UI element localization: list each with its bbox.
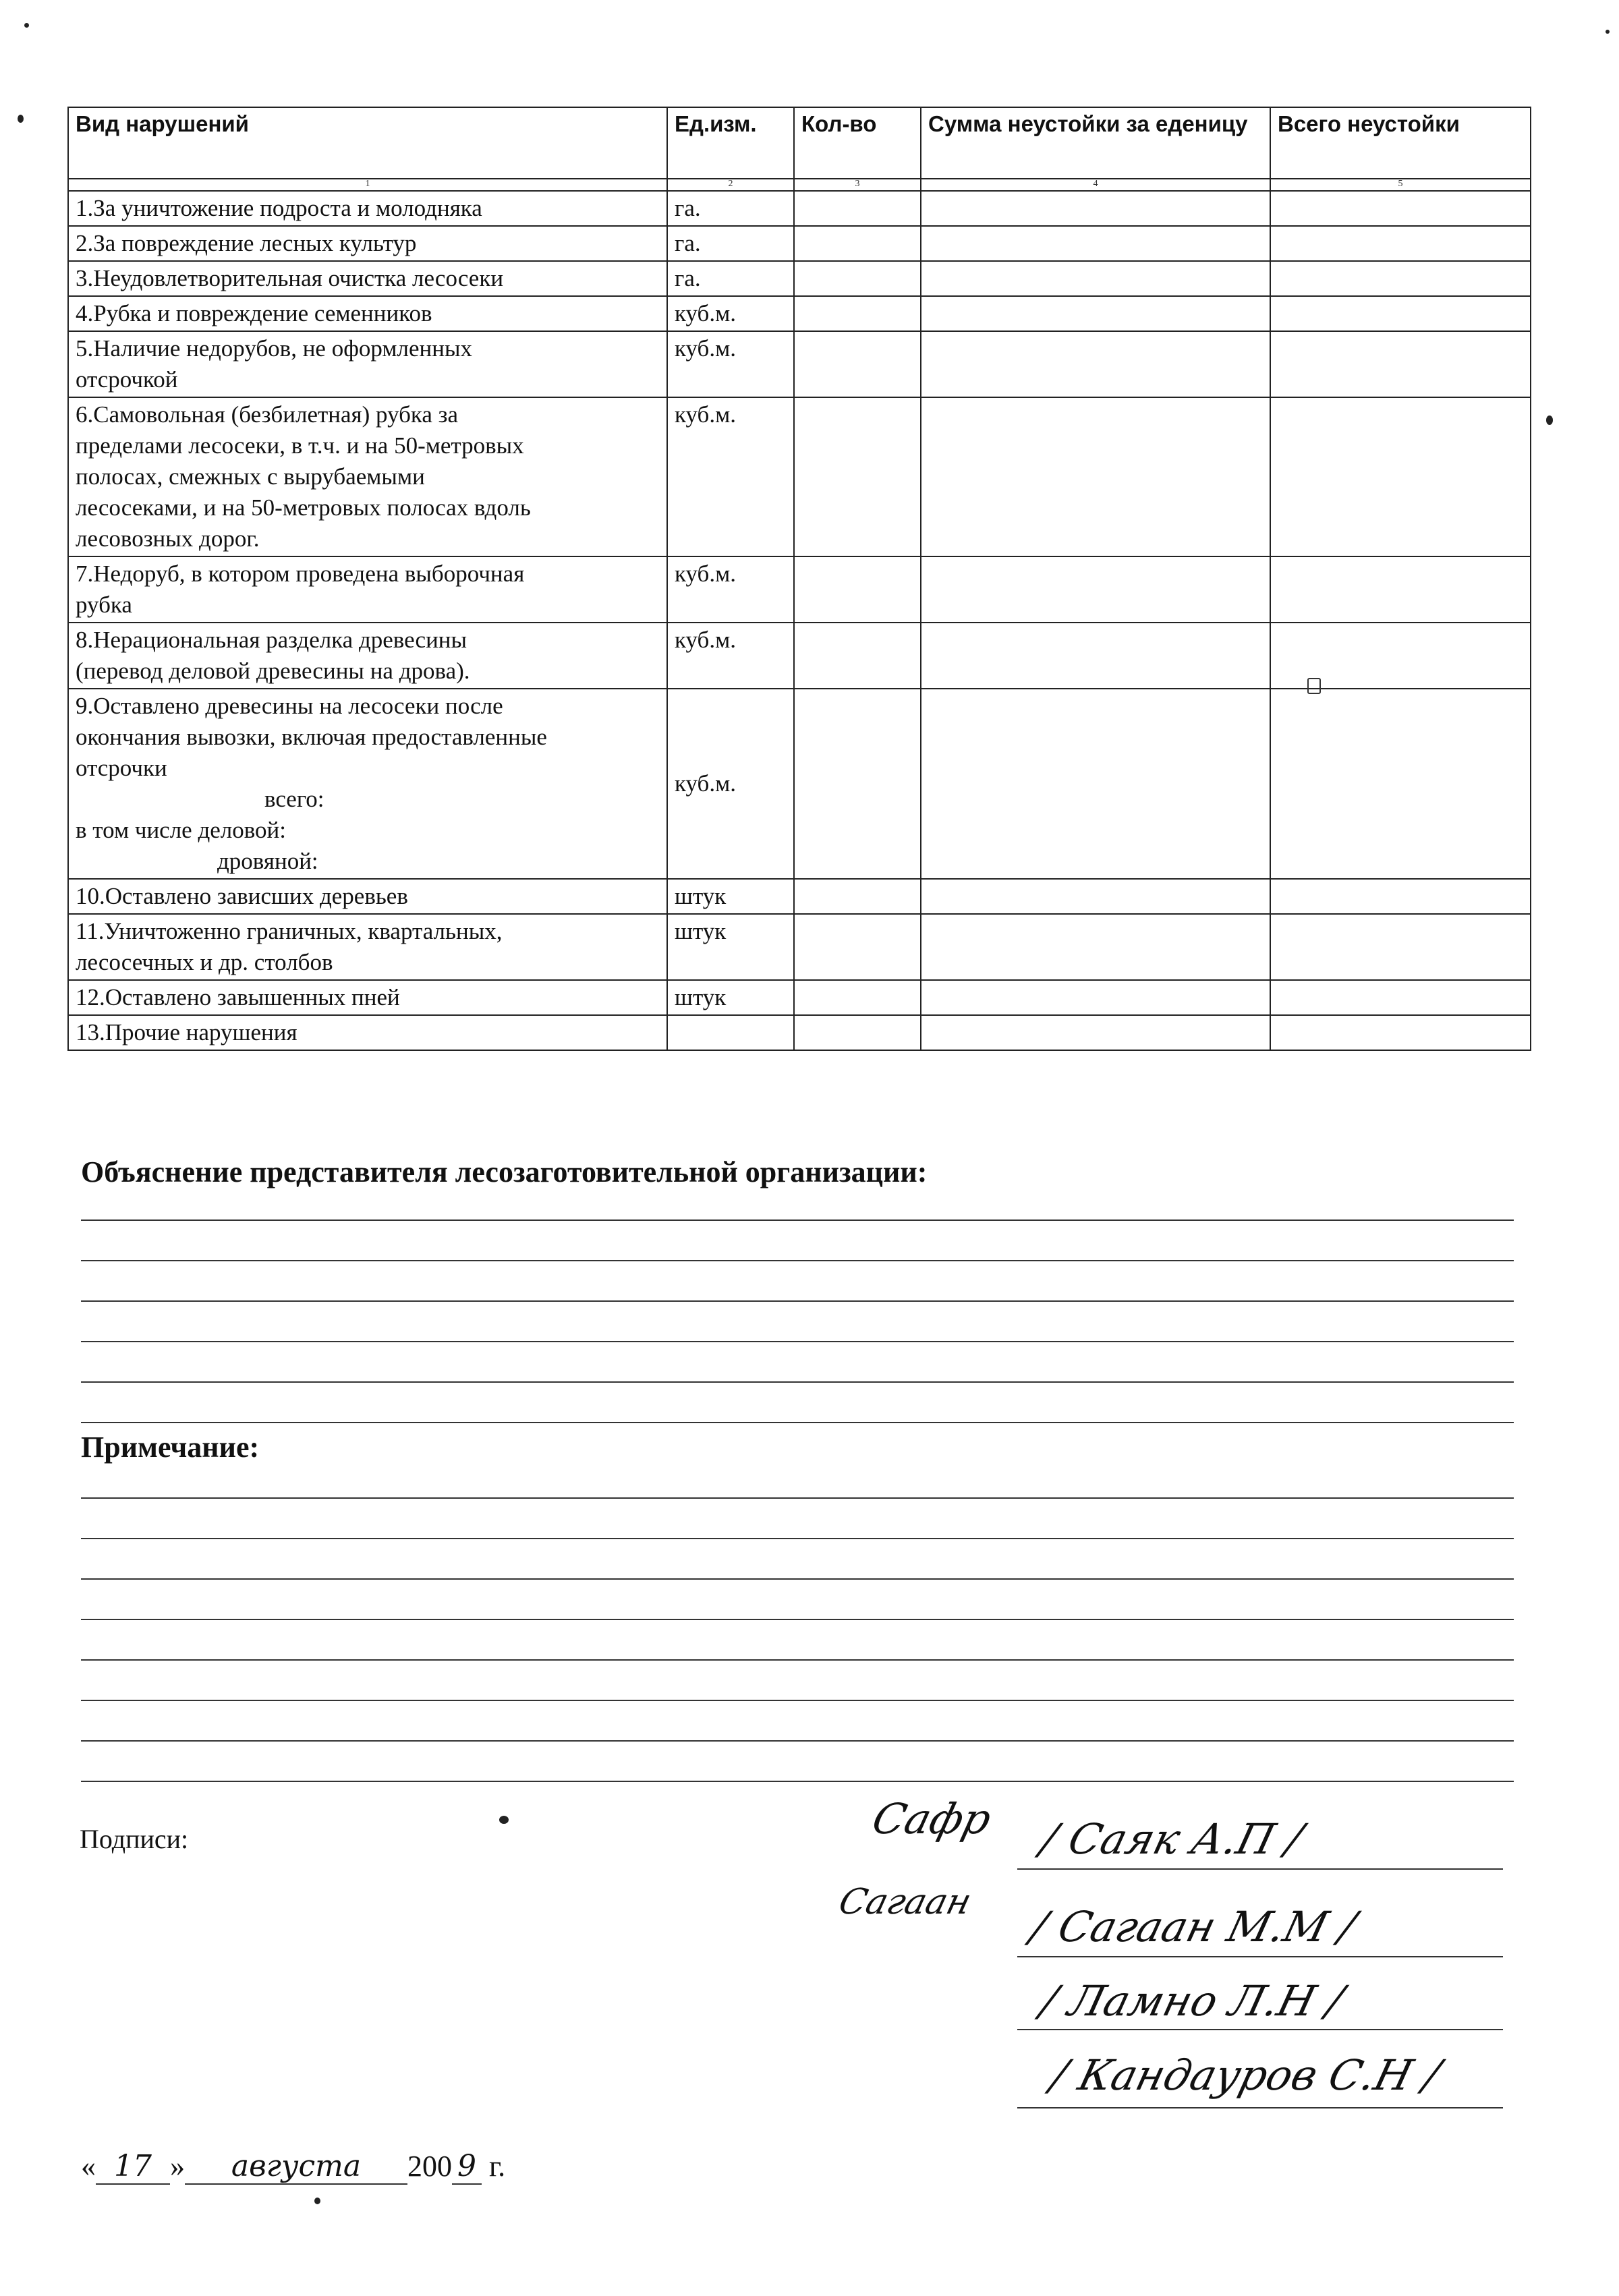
quantity-cell	[794, 226, 921, 261]
signatory-name: / Кандауров С.Н /	[1046, 2050, 1446, 2100]
document-date	[81, 2149, 505, 2185]
column-number: 1	[68, 179, 667, 191]
column-number-row	[68, 179, 1531, 191]
explanation-line	[81, 1341, 1514, 1342]
total-penalty-cell	[1270, 980, 1531, 1015]
total-penalty-cell	[1270, 556, 1531, 623]
note-line	[81, 1659, 1514, 1661]
note-line	[81, 1781, 1514, 1782]
table-row	[68, 980, 1531, 1015]
unit-cell: куб.м.	[667, 296, 794, 331]
unit-penalty-cell	[921, 623, 1270, 689]
header-unit-penalty: Сумма неустойки за еденицу	[921, 107, 1270, 179]
header-unit: Ед.изм.	[667, 107, 794, 179]
explanation-line	[81, 1300, 1514, 1302]
signatory-name: / Ламно Л.Н /	[1035, 1976, 1348, 2026]
note-title: Примечание:	[81, 1431, 260, 1464]
total-penalty-cell	[1270, 397, 1531, 556]
unit-cell: штук	[667, 879, 794, 914]
unit-cell	[667, 1015, 794, 1050]
scan-speck	[499, 1816, 509, 1824]
header-quantity: Кол-во	[794, 107, 921, 179]
table-row	[68, 879, 1531, 914]
quantity-cell	[794, 397, 921, 556]
explanation-line	[81, 1219, 1514, 1221]
quantity-cell	[794, 296, 921, 331]
unit-penalty-cell	[921, 556, 1270, 623]
total-penalty-cell	[1270, 191, 1531, 226]
total-penalty-cell	[1270, 914, 1531, 980]
table-row	[68, 689, 1531, 879]
explanation-line	[81, 1422, 1514, 1423]
row9-firewood-label: дровяной:	[217, 848, 318, 874]
unit-cell: штук	[667, 980, 794, 1015]
quantity-cell	[794, 623, 921, 689]
violation-name: 6.Самовольная (безбилетная) рубка за пределами лесосеки, в т.ч. и на 50-метровых полосах, смежных с вырубаемыми лесосеками, и на 50-метровых полосах вдоль лесовозных дорог.	[68, 397, 667, 556]
quantity-cell	[794, 191, 921, 226]
unit-penalty-cell	[921, 914, 1270, 980]
scan-speck	[314, 2198, 320, 2204]
table-row	[68, 261, 1531, 296]
violation-name: 7.Недоруб, в котором проведена выборочная рубка	[68, 556, 667, 623]
unit-cell: га.	[667, 261, 794, 296]
column-number: 3	[794, 179, 921, 191]
violation-name: 8.Нерациональная разделка древесины (перевод деловой древесины на дрова).	[68, 623, 667, 689]
header-violation-type: Вид нарушений	[68, 107, 667, 179]
date-day: 17	[96, 2149, 170, 2185]
scan-speck	[24, 23, 29, 28]
violation-name: 5.Наличие недорубов, не оформленных отсрочкой	[68, 331, 667, 397]
column-number: 4	[921, 179, 1270, 191]
table-row	[68, 191, 1531, 226]
note-line	[81, 1740, 1514, 1742]
violation-name: 1.За уничтожение подроста и молодняка	[68, 191, 667, 226]
date-year-suffix: г.	[489, 2150, 506, 2183]
total-penalty-cell	[1270, 331, 1531, 397]
header-total-penalty: Всего неустойки	[1270, 107, 1531, 179]
quantity-cell	[794, 689, 921, 879]
scan-speck	[1307, 678, 1321, 694]
date-year-digit: 9	[452, 2149, 482, 2185]
date-year-prefix: 200	[407, 2150, 452, 2183]
unit-penalty-cell	[921, 397, 1270, 556]
unit-penalty-cell	[921, 226, 1270, 261]
signature-line	[1017, 1868, 1503, 1870]
unit-penalty-cell	[921, 191, 1270, 226]
total-penalty-cell	[1270, 879, 1531, 914]
table-row	[68, 226, 1531, 261]
signature-mark: Сагаан	[834, 1882, 975, 1922]
signature-line	[1017, 1956, 1503, 1957]
explanation-line	[81, 1260, 1514, 1261]
quantity-cell	[794, 261, 921, 296]
total-penalty-cell	[1270, 261, 1531, 296]
total-penalty-cell	[1270, 1015, 1531, 1050]
unit-cell: куб.м.	[667, 623, 794, 689]
header-row	[68, 107, 1531, 179]
unit-penalty-cell	[921, 261, 1270, 296]
unit-cell: га.	[667, 226, 794, 261]
unit-penalty-cell	[921, 980, 1270, 1015]
note-line	[81, 1700, 1514, 1701]
scan-speck	[1606, 30, 1610, 34]
total-penalty-cell	[1270, 689, 1531, 879]
scan-speck	[18, 115, 24, 123]
scan-speck	[1546, 415, 1553, 425]
unit-cell: штук	[667, 914, 794, 980]
violation-name: 12.Оставлено завышенных пней	[68, 980, 667, 1015]
table-row	[68, 914, 1531, 980]
violation-name: 10.Оставлено зависших деревьев	[68, 879, 667, 914]
table-row	[68, 556, 1531, 623]
signature-line	[1017, 2107, 1503, 2108]
quantity-cell	[794, 879, 921, 914]
unit-penalty-cell	[921, 296, 1270, 331]
signatures-label: Подписи:	[80, 1824, 189, 1854]
unit-cell: куб.м.	[667, 397, 794, 556]
quantity-cell	[794, 980, 921, 1015]
explanation-line	[81, 1381, 1514, 1383]
unit-penalty-cell	[921, 1015, 1270, 1050]
row9-total-label: всего:	[264, 786, 324, 812]
column-number: 5	[1270, 179, 1531, 191]
unit-penalty-cell	[921, 879, 1270, 914]
unit-penalty-cell	[921, 331, 1270, 397]
note-line	[81, 1538, 1514, 1539]
quantity-cell	[794, 1015, 921, 1050]
table-row	[68, 331, 1531, 397]
column-number: 2	[667, 179, 794, 191]
violation-name: 4.Рубка и повреждение семенников	[68, 296, 667, 331]
violations-table	[67, 107, 1531, 1051]
date-open-quote: «	[81, 2150, 96, 2183]
unit-penalty-cell	[921, 689, 1270, 879]
unit-cell: куб.м.	[667, 331, 794, 397]
table-row	[68, 397, 1531, 556]
total-penalty-cell	[1270, 226, 1531, 261]
unit-cell: куб.м.	[667, 556, 794, 623]
quantity-cell	[794, 556, 921, 623]
signatory-name: / Саяк А.П /	[1035, 1814, 1308, 1864]
unit-cell: га.	[667, 191, 794, 226]
date-month: августа	[185, 2149, 407, 2185]
quantity-cell	[794, 914, 921, 980]
note-line	[81, 1497, 1514, 1499]
violation-name: 3.Неудовлетворительная очистка лесосеки	[68, 261, 667, 296]
row9-title: 9.Оставлено древесины на лесосеки после окончания вывозки, включая предоставленные отсрочки	[76, 693, 547, 781]
table-row	[68, 296, 1531, 331]
signature-mark: Сафр	[867, 1794, 996, 1843]
note-line	[81, 1578, 1514, 1580]
total-penalty-cell	[1270, 296, 1531, 331]
row9-business-label: в том числе деловой:	[76, 817, 287, 843]
violation-name: 2.За повреждение лесных культур	[68, 226, 667, 261]
date-close-quote: »	[170, 2150, 185, 2183]
signatory-name: / Сагаан М.М /	[1025, 1902, 1361, 1951]
signature-line	[1017, 2029, 1503, 2030]
unit-cell: куб.м.	[667, 689, 794, 879]
table-row	[68, 1015, 1531, 1050]
violation-name	[68, 689, 667, 879]
violation-name: 11.Уничтоженно граничных, квартальных, лесосечных и др. столбов	[68, 914, 667, 980]
violation-name: 13.Прочие нарушения	[68, 1015, 667, 1050]
quantity-cell	[794, 331, 921, 397]
note-line	[81, 1619, 1514, 1620]
explanation-title: Объяснение представителя лесозаготовительной организации:	[81, 1155, 928, 1188]
